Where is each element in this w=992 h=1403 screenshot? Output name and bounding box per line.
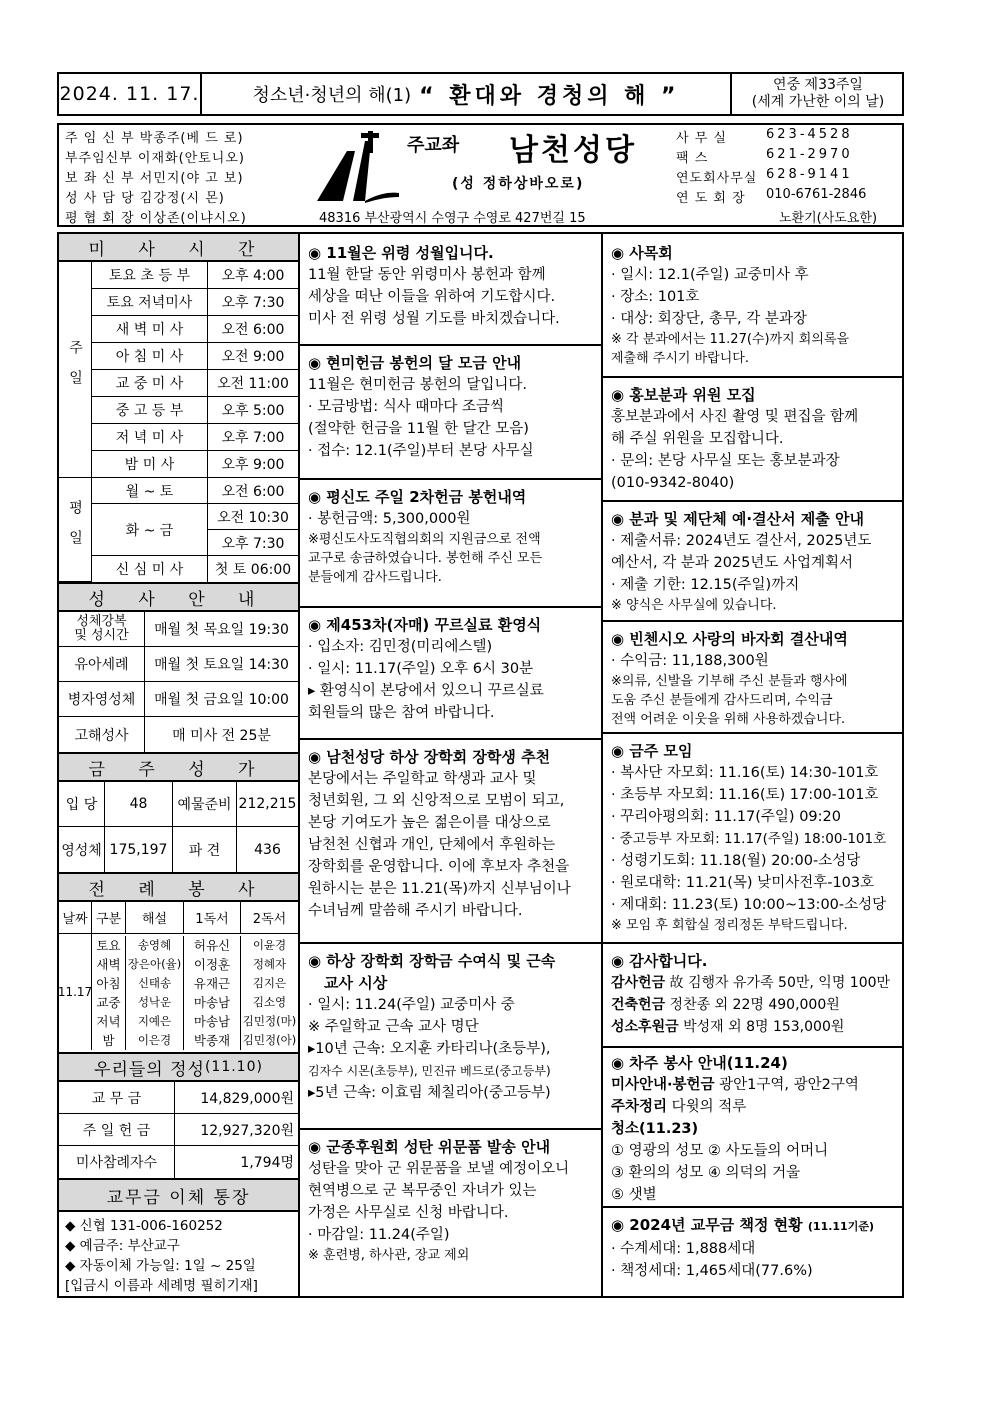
staff-line: 평 협 회 장 이상존(이냐시오) — [65, 211, 247, 226]
contact-name: 노환기(사도요한) — [779, 211, 878, 226]
liturgy-table-head: 날짜 구분 해설 1독서 2독서 — [59, 902, 298, 934]
week-line2: (세계 가난한 이의 날) — [751, 94, 885, 110]
bank-header: 교무금 이체 통장 — [59, 1178, 298, 1212]
notice-rice-offering: ◉ 현미헌금 봉헌의 달 모금 안내 11월은 현미헌금 봉헌의 달입니다. · 모금방법: 식사 때마다 조금씩 (절약한 헌금을 11월 한 달간 모음) · 접수: 12.1(주일)부터 본당 사무실 — [308, 354, 534, 459]
year-theme — [202, 74, 732, 114]
parish-address: 48316 부산광역시 수영구 수영로 427번길 15 — [319, 211, 586, 226]
contact-fax: 팩 스 621-2970 — [676, 147, 853, 166]
theme-title: “ 환대와 경청의 해 ” — [419, 83, 680, 109]
parish-prefix: 주교좌 — [407, 135, 460, 156]
staff-line: 주 임 신 부 박종주(베 드 로) — [65, 131, 244, 146]
right-column — [603, 232, 904, 1298]
sunday-label: 주일 — [59, 262, 92, 478]
notice-budget-submission: ◉ 분과 및 제단체 예·결산서 제출 안내 · 제출서류: 2024년도 결산서, 2025년도 예산서, 각 분과 2025년도 사업계획서 · 제출 기한: 12.15(주일)까지 ※ 양식은 사무실에 있습니다. — [611, 510, 872, 613]
notice-pastoral-council: ◉ 사목회 · 일시: 12.1(주일) 교중미사 후 · 장소: 101호 · 대상: 회장단, 총무, 각 분과장 ※ 각 분과에서는 11.27(수)까지 회의록을 제출해 주시기 바랍니다. — [611, 244, 850, 366]
parish-name: 남천성당 — [509, 133, 637, 168]
notice-laity-offering: ◉ 평신도 주일 2차헌금 봉헌내역 · 봉헌금액: 5,300,000원 ※평신도사도직협의회의 지원금으로 전액 교구로 송금하였습니다. 봉헌해 주신 모든 분들에게 감사드립니다. — [308, 488, 543, 585]
notice-thanks: ◉ 감사합니다. 감사헌금 故 김행자 유가족 50만, 익명 100만 건축헌금 정찬종 외 22명 490,000원 성소후원금 박성재 외 8명 153,000원 — [611, 952, 891, 1035]
contact-memorial-head: 연 도 회 장 010-6761-2846 — [676, 187, 867, 206]
notice-bazaar-result: ◉ 빈첸시오 사랑의 바자회 결산내역 · 수익금: 11,188,300원 ※의류, 신발을 기부해 주신 분들과 행사에 도움 주신 분들에게 감사드리며, 수익금 전액 어려운 이웃을 위해 사용하겠습니다. — [611, 630, 848, 727]
staff-line: 보 좌 신 부 서민지(야 고 보) — [65, 171, 244, 186]
notice-pr-recruit: ◉ 홍보분과 위원 모집 홍보분과에서 사진 촬영 및 편집을 함께 해 주실 위원을 모집합니다. · 문의: 본당 사무실 또는 홍보분과장 (010-9342-8040) — [611, 386, 859, 491]
notice-scholarship-recommend: ◉ 남천성당 하상 장학회 장학생 추천 본당에서는 주일학교 학생과 교사 및 청년회원, 그 외 신앙적으로 모범이 되고, 본당 기여도가 높은 젊은이를 대상으로 남천천 신협과 개인, 단체에서 후원하는 장학회를 운영합니다. 이에 후보자 추천을 원하시는 분은 11.21(목)까지 신부님이나 수녀님께 말씀해 주시기 바랍니다. — [308, 748, 571, 919]
theme-prefix: 청소년·청년의 해(1) — [252, 85, 412, 106]
staff-line: 부주임신부 이재화(안토니오) — [65, 151, 245, 166]
contact-office: 사 무 실 623-4528 — [676, 127, 853, 146]
notice-cursillo: ◉ 제453차(자매) 꾸르실료 환영식 · 입소자: 김민정(미리에스텔) · 일시: 11.17(주일) 오후 6시 30분 ▸ 환영식이 본당에서 있으니 꾸르실료 회원들의 많은 참여 바랍니다. — [308, 616, 544, 721]
offering-header: 우리들의 정성 (11.10) — [59, 1052, 298, 1082]
week-line1: 연중 제33주일 — [773, 77, 863, 93]
sacrament-header: 성 사 안 내 — [59, 582, 298, 612]
bank-info: ◆ 신협 131-006-160252 ◆ 예금주: 부산교구 ◆ 자동이체 가능일: 1일 ~ 25일 [입금시 이름과 세례명 필히기재] — [65, 1218, 258, 1294]
weekday-label: 평일 — [59, 478, 92, 582]
liturgical-week — [732, 74, 904, 114]
sunday-mass-list: 토요 초 등 부 오후 4:00 토요 저녁미사 오후 7:30 새 벽 미 사 오전 6:00 아 침 미 사 오전 9:00 교 중 미 사 오전 11:00 중 고 등 부 오후 5:00 저 녁 미 사 오후 7:00 밤 미 사 오후 9:00 — [92, 262, 298, 478]
liturgy-table-body: 11.17 토요 새벽 아침 교중 저녁 밤 송영혜 장은아(율) 신태송 성낙운 지예은 이은경 허유신 이정훈 유재근 마송남 마송남 박종재 이윤경 정혜자 김지은 김소영 김민정(마) 김민정(아) — [59, 934, 298, 1050]
notice-requiem: ◉ 11월은 위령 성월입니다. 11월 한달 동안 위령미사 봉헌과 함께 세상을 떠난 이들을 위하여 기도합시다. 미사 전 위령 성월 기도를 바치겠습니다. — [308, 244, 560, 327]
hymns-table: 입 당 48 예물준비 212,215 영성체 175,197 파 견 436 — [59, 782, 298, 872]
parish-info — [57, 123, 904, 227]
notice-military-gift: ◉ 군종후원회 성탄 위문품 발송 안내 성탄을 맞아 군 위문품을 보낼 예정이오니 현역병으로 군 복무중인 자녀가 있는 가정은 사무실로 신청 바랍니다. · 마감일: 11.24(주일) ※ 훈련병, 하사관, 장교 제외 — [308, 1138, 570, 1263]
bulletin-date: 2024. 11. 17. — [59, 74, 202, 114]
notice-scholarship-ceremony: ◉ 하상 장학회 장학금 수여식 및 근속 교사 시상 · 일시: 11.24(주일) 교중미사 중 ※ 주일학교 근속 교사 명단 ▸10년 근속: 오지훈 카타리나(초등부), 김자수 시몬(초등부), 민진규 베드로(중고등부) ▸5년 근속: 이효림 체칠리아(중고등부) — [308, 952, 556, 1101]
parish-patron: (성 정하상바오로) — [452, 176, 585, 192]
header-bar — [57, 72, 904, 116]
staff-line: 성 사 담 당 김강정(시 몬) — [65, 191, 225, 206]
notice-weekly-meetings: ◉ 금주 모임 · 복사단 자모회: 11.16(토) 14:30-101호 · 초등부 자모회: 11.16(토) 17:00-101호 · 꾸리아평의회: 11.17(주일) 09:20 · 중고등부 자모회: 11.17(주일) 18:00-101호 · 성령기도회: 11.18(월) 20:00-소성당 · 원로대학: 11.21(목) 낮미사전후-103호 · 제대회: 11.23(토) 10:00~13:00-소성당 ※ 모임 후 회합실 정리정돈 부탁드립니다. — [611, 742, 887, 933]
notice-dues-status: ◉ 2024년 교무금 책정 현황 (11.11기준) · 수계세대: 1,888세대 · 책정세대: 1,465세대(77.6%) — [611, 1216, 874, 1279]
hymns-header: 금 주 성 가 — [59, 752, 298, 782]
mass-times-header: 미 사 시 간 — [59, 234, 298, 262]
contact-memorial-office: 연도회사무실 628-9141 — [676, 167, 853, 186]
notice-next-week-service: ◉ 차주 봉사 안내(11.24) 미사안내·봉헌금 광안1구역, 광안2구역 주차정리 다윗의 적루 청소(11.23) ① 영광의 성모 ② 사도들의 어머니 ③ 환의의 성모 ④ 의덕의 거울 ⑤ 샛별 — [611, 1054, 859, 1203]
offering-table: 교 무 금 14,829,000원 주 일 헌 금 12,927,320원 미사참례자수 1,794명 — [59, 1082, 298, 1178]
middle-column — [300, 232, 603, 1298]
left-column — [57, 232, 300, 1298]
weekday-mass-list: 월 ~ 토 오전 6:00 오전 10:30 화 ~ 금 오후 7:30 신 심 미 사 첫 토 06:00 — [92, 478, 298, 582]
liturgy-header: 전 례 봉 사 — [59, 872, 298, 902]
parish-logo-icon — [313, 131, 403, 203]
sacrament-table: 성체강복 및 성시간 매월 첫 목요일 19:30 유아세례 매월 첫 토요일 14:30 병자영성체 매월 첫 금요일 10:00 고해성사 매 미사 전 25분 — [59, 612, 298, 752]
